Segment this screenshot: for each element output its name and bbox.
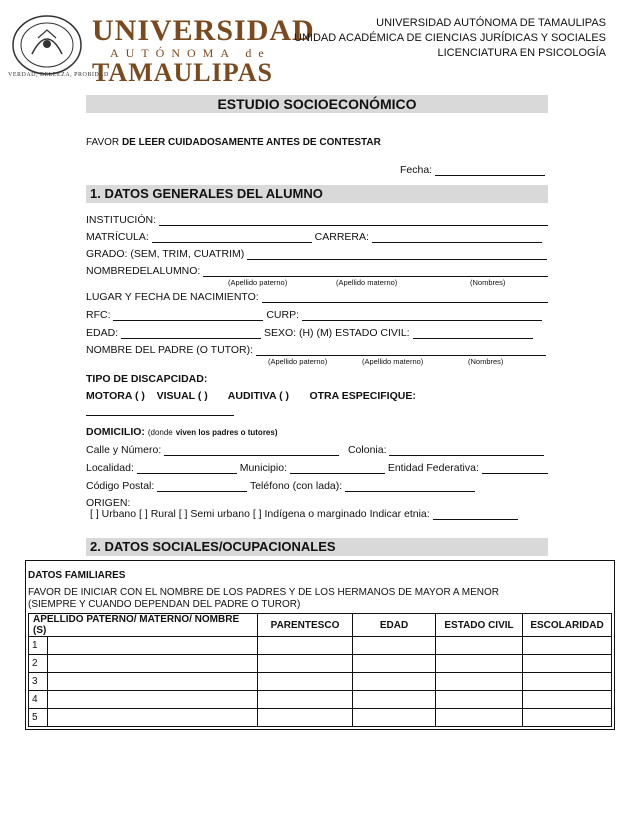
nombre-alumno-line[interactable] <box>203 276 548 277</box>
cell-nombre[interactable] <box>48 637 258 655</box>
cell-escolaridad[interactable] <box>523 637 612 655</box>
sub-materno-1: (Apellido materno) <box>336 278 398 287</box>
option-otra: OTRA ESPECIFIQUE: <box>309 390 416 402</box>
calle-label: Calle y Número: <box>86 444 162 456</box>
matricula-line[interactable] <box>152 242 312 243</box>
col-nombre: APELLIDO PATERNO/ MATERNO/ NOMBRE (S) <box>29 614 258 637</box>
carrera-label: CARRERA: <box>314 231 369 243</box>
cell-nombre[interactable] <box>48 673 258 691</box>
datos-familiares-box <box>25 560 615 730</box>
university-seal <box>10 14 84 76</box>
cell-escolaridad[interactable] <box>523 655 612 673</box>
cell-estado-civil[interactable] <box>436 637 523 655</box>
edad-label: EDAD: <box>86 327 119 339</box>
discapacidad-options <box>86 390 548 402</box>
familiares-title: DATOS FAMILIARES <box>28 570 126 581</box>
row-number: 4 <box>29 691 48 709</box>
instructions <box>86 137 381 148</box>
table-row <box>29 709 612 727</box>
carrera-line[interactable] <box>372 242 542 243</box>
logo-line-3: TAMAULIPAS <box>92 58 273 87</box>
option-motora[interactable]: MOTORA ( ) <box>86 390 145 402</box>
edad-line[interactable] <box>121 338 261 339</box>
calle-line[interactable] <box>164 455 339 456</box>
codigo-postal-row <box>86 480 548 492</box>
tipo-discapacidad-label: TIPO DE DISCAPCIDAD: <box>86 373 208 385</box>
familiares-note-2: (SIEMPRE Y CUANDO DEPENDAN DEL PADRE O TUROR) <box>28 599 301 610</box>
cell-edad[interactable] <box>353 655 436 673</box>
matricula-label: MATRÍCULA: <box>86 231 149 243</box>
header-university: UNIVERSIDAD AUTÓNOMA DE TAMAULIPAS <box>376 17 606 29</box>
logo-line-1: UNIVERSIDAD <box>92 14 315 47</box>
header-unit: UNIDAD ACADÉMICA DE CIENCIAS JURÍDICAS Y SOCIALES <box>294 32 606 44</box>
cell-estado-civil[interactable] <box>436 673 523 691</box>
cell-parentesco[interactable] <box>258 691 353 709</box>
localidad-label: Localidad: <box>86 462 134 474</box>
institucion-label: INSTITUCIÓN: <box>86 214 156 226</box>
sub-paterno-1: (Apellido paterno) <box>228 278 288 287</box>
option-auditiva[interactable]: AUDITIVA ( ) <box>227 390 290 402</box>
fecha-label: Fecha: <box>400 164 433 176</box>
telefono-line[interactable] <box>345 491 475 492</box>
colonia-label: Colonia: <box>347 444 387 456</box>
edad-row <box>86 327 548 339</box>
nombre-alumno-label: NOMBREDELALUMNO: <box>86 265 201 277</box>
lugar-fecha-field[interactable] <box>86 291 548 303</box>
domicilio-label-row <box>86 426 548 438</box>
municipio-line[interactable] <box>290 473 385 474</box>
sub-nombres-1: (Nombres) <box>470 278 506 287</box>
university-wordmark <box>92 14 315 87</box>
instructions-prefix: FAVOR <box>86 137 120 148</box>
cell-parentesco[interactable] <box>258 655 353 673</box>
table-row <box>29 655 612 673</box>
instructions-bold: DE LEER CUIDADOSAMENTE ANTES DE CONTESTAR <box>121 137 381 148</box>
estado-civil-line[interactable] <box>413 338 533 339</box>
localidad-line[interactable] <box>137 473 237 474</box>
cell-nombre[interactable] <box>48 655 258 673</box>
row-number: 2 <box>29 655 48 673</box>
domicilio-note-a: (donde <box>147 428 173 437</box>
page-title: ESTUDIO SOCIOECONÓMICO <box>86 95 548 113</box>
nombre-alumno-field[interactable] <box>86 265 548 277</box>
cell-edad[interactable] <box>353 691 436 709</box>
colonia-line[interactable] <box>389 455 544 456</box>
grado-field[interactable] <box>86 248 548 260</box>
fecha-line[interactable] <box>435 175 545 176</box>
sub-nombres-2: (Nombres) <box>468 357 504 366</box>
cell-escolaridad[interactable] <box>523 709 612 727</box>
rfc-line[interactable] <box>113 320 263 321</box>
row-number: 3 <box>29 673 48 691</box>
col-parentesco: PARENTESCO <box>258 614 353 637</box>
cell-estado-civil[interactable] <box>436 691 523 709</box>
matricula-row <box>86 231 548 243</box>
entidad-label: Entidad Federativa: <box>387 462 479 474</box>
origen-options[interactable]: [ ] Urbano [ ] Rural [ ] Semi urbano [ ] Indígena o marginado Indicar etnia: <box>90 508 430 520</box>
rfc-label: RFC: <box>86 309 111 321</box>
table-row <box>29 637 612 655</box>
section2-title: 2. DATOS SOCIALES/OCUPACIONALES <box>86 538 548 556</box>
row-number: 1 <box>29 637 48 655</box>
origen-options-row[interactable] <box>86 508 552 520</box>
rfc-row <box>86 309 548 321</box>
nombre-padre-field[interactable] <box>86 344 548 356</box>
section1-title: 1. DATOS GENERALES DEL ALUMNO <box>86 185 548 203</box>
table-row <box>29 673 612 691</box>
codigo-postal-label: Código Postal: <box>86 480 155 492</box>
cell-edad[interactable] <box>353 709 436 727</box>
estado-civil-label: ESTADO CIVIL: <box>335 327 410 339</box>
municipio-label: Municipio: <box>239 462 287 474</box>
nombre-padre-line[interactable] <box>256 355 546 356</box>
sub-paterno-2: (Apellido paterno) <box>268 357 328 366</box>
col-escolaridad: ESCOLARIDAD <box>523 614 612 637</box>
calle-row <box>86 444 548 456</box>
origen-label: ORIGEN: <box>86 497 131 509</box>
curp-label: CURP: <box>266 309 300 321</box>
institucion-field[interactable] <box>86 214 548 226</box>
grado-label: GRADO: (SEM, TRIM, CUATRIM) <box>86 248 245 260</box>
row-number: 5 <box>29 709 48 727</box>
cell-estado-civil[interactable] <box>436 709 523 727</box>
cell-edad[interactable] <box>353 637 436 655</box>
sub-materno-2: (Apellido materno) <box>362 357 424 366</box>
telefono-label: Teléfono (con lada): <box>249 480 343 492</box>
cell-escolaridad[interactable] <box>523 673 612 691</box>
cell-parentesco[interactable] <box>258 709 353 727</box>
motto: VERDAD, BELLEZA, PROBIDAD <box>8 72 109 78</box>
codigo-postal-line[interactable] <box>157 491 247 492</box>
cell-estado-civil[interactable] <box>436 655 523 673</box>
cell-parentesco[interactable] <box>258 637 353 655</box>
fecha-field[interactable] <box>400 164 545 176</box>
curp-line[interactable] <box>302 320 542 321</box>
option-visual[interactable]: VISUAL ( ) <box>156 390 208 402</box>
cell-edad[interactable] <box>353 673 436 691</box>
table-row <box>29 691 612 709</box>
lugar-fecha-line[interactable] <box>262 302 548 303</box>
familiares-note-1: FAVOR DE INICIAR CON EL NOMBRE DE LOS PADRES Y DE LOS HERMANOS DE MAYOR A MENOR <box>28 587 500 598</box>
entidad-line[interactable] <box>482 473 548 474</box>
institucion-line[interactable] <box>159 225 548 226</box>
col-edad: EDAD <box>353 614 436 637</box>
cell-escolaridad[interactable] <box>523 691 612 709</box>
cell-parentesco[interactable] <box>258 673 353 691</box>
grado-line[interactable] <box>247 259 547 260</box>
sexo-label[interactable]: SEXO: (H) (M) <box>263 327 333 339</box>
cell-nombre[interactable] <box>48 709 258 727</box>
otra-especifique-line[interactable] <box>86 405 234 416</box>
familiares-table <box>28 613 612 727</box>
col-estado-civil: ESTADO CIVIL <box>436 614 523 637</box>
localidad-row <box>86 462 548 474</box>
etnia-line[interactable] <box>433 519 518 520</box>
cell-nombre[interactable] <box>48 691 258 709</box>
logo-line-2: AUTÓNOMA de <box>110 46 271 60</box>
domicilio-note-b: viven los padres o tutores) <box>175 428 278 437</box>
nombre-padre-label: NOMBRE DEL PADRE (O TUTOR): <box>86 344 254 356</box>
lugar-fecha-label: LUGAR Y FECHA DE NACIMIENTO: <box>86 291 259 303</box>
domicilio-label: DOMICILIO: <box>86 426 145 438</box>
header-program: LICENCIATURA EN PSICOLOGÍA <box>437 47 606 59</box>
header-right <box>294 16 606 61</box>
